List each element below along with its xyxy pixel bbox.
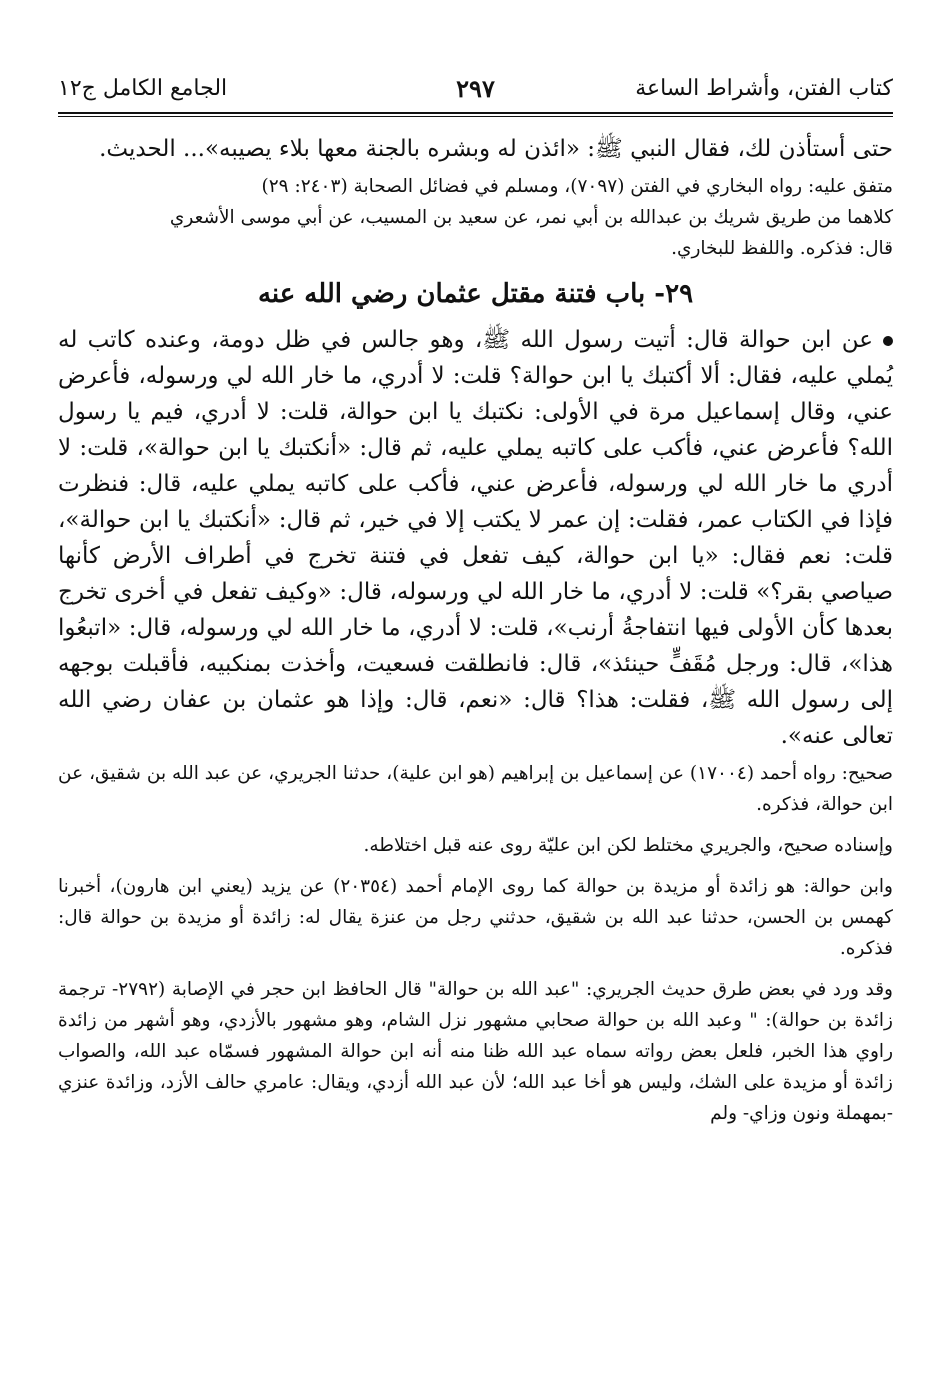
- header-chapter-title: كتاب الفتن، وأشراط الساعة: [635, 76, 893, 101]
- takhrij-paragraph: صحيح: رواه أحمد (١٧٠٠٤) عن إسماعيل بن إبراهيم (هو ابن علية)، حدثنا الجريري، عن عبد الله بن شقيق، عن ابن حوالة، فذكره.: [58, 763, 893, 815]
- intro-takhrij: [58, 171, 893, 264]
- intro-note-line: كلاهما من طريق شريك بن عبدالله بن أبي نمر، عن سعيد بن المسيب، عن أبي موسى الأشعري: [169, 207, 893, 228]
- takhrij-paragraph: وإسناده صحيح، والجريري مختلط لكن ابن عليّة روى عنه قبل اختلاطه.: [363, 835, 893, 856]
- intro-text: حتى أستأذن لك، فقال النبي ﷺ: «ائذن له وبشره بالجنة معها بلاء يصيبه»... الحديث.: [99, 136, 893, 162]
- hadith-block: [58, 322, 893, 754]
- header-divider: [58, 112, 893, 117]
- page-number: ٢٩٧: [456, 74, 495, 103]
- intro-note-line: متفق عليه: رواه البخاري في الفتن (٧٠٩٧)، ومسلم في فضائل الصحابة (٢٤٠٣: ٢٩): [261, 176, 893, 197]
- header-book-title: الجامع الكامل ج١٢: [58, 76, 228, 101]
- hadith-text: [58, 322, 893, 754]
- intro-note-line: قال: فذكره. واللفظ للبخاري.: [671, 238, 893, 259]
- bullet-icon: [883, 336, 893, 346]
- hadith-takhrij: [58, 758, 893, 1129]
- hadith-body: عن ابن حوالة قال: أتيت رسول الله ﷺ، وهو جالس في ظل دومة، وعنده كاتب له يُملي عليه، فقال: ألا أكتبك يا ابن حوالة؟ قلت: لا أدري، ما خار الله لي ورسوله، فأعرض عني، وقال إسماعيل مرة في الأولى: نكتبك يا ابن حوالة، قلت: لا أدري، فيم يا رسول الله؟ فأعرض عني، فأكب على كاتبه يملي عليه، ثم قال: «أنكتبك يا ابن حوالة»، قلت: لا أدري ما خار الله لي ورسوله، فأعرض عني، فأكب على كاتبه يملي عليه، قال: فنظرت فإذا في الكتاب عمر، فقلت: إن عمر لا يكتب إلا في خير، ثم قال: «أنكتبك يا ابن حوالة»، قلت: نعم فقال: «يا ابن حوالة، كيف تفعل في فتنة تخرج في أطراف الأرض كأنها صياصي بقر؟» قلت: لا أدري، ما خار الله لي ورسوله، قال: «وكيف تفعل في أخرى تخرج بعدها كأن الأولى فيها انتفاجةُ أرنب»، قلت: لا أدري، ما خار الله لي ورسوله، قال: «اتبعُوا هذا»، قال: ورجل مُقَفٍّ حينئذ»، قال: فانطلقت فسعيت، وأخذت بمنكبيه، فأقبلت بوجهه إلى رسول الله ﷺ، فقلت: هذا؟ قال: «نعم، قال: وإذا هو عثمان بن عفان رضي الله تعالى عنه».: [58, 327, 893, 749]
- chapter-heading: ٢٩- باب فتنة مقتل عثمان رضي الله عنه: [257, 279, 694, 309]
- book-page: [58, 70, 893, 1129]
- takhrij-paragraph: وابن حوالة: هو زائدة أو مزيدة بن حوالة كما روى الإمام أحمد (٢٠٣٥٤) عن يزيد (يعني ابن هارون)، أخبرنا كهمس بن الحسن، حدثنا عبد الله بن شقيق، حدثني رجل من عنزة يقال له: زائدة أو مزيدة بن حوالة قال: فذكره.: [58, 876, 893, 959]
- running-header: [58, 70, 893, 108]
- takhrij-paragraph: وقد ورد في بعض طرق حديث الجريري: "عبد الله بن حوالة" قال الحافظ ابن حجر في الإصابة (٢٧٩٢- ترجمة زائدة بن حوالة): " وعبد الله بن حوالة صحابي مشهور نزل الشام، وهو مشهور بالأزدي، وهو أشهر من زائدة راوي هذا الخبر، فلعل بعض رواته سماه عبد الله ظنا منه أنه ابن حوالة المشهور فسمّاه عبد الله، والصواب زائدة أو مزيدة على الشك، وليس هو أخا عبد الله؛ لأن عبد الله أزدي، ويقال: عامري حالف الأزد، وزائدة عنزي -بمهملة ونون وزاي- ولم: [58, 979, 893, 1124]
